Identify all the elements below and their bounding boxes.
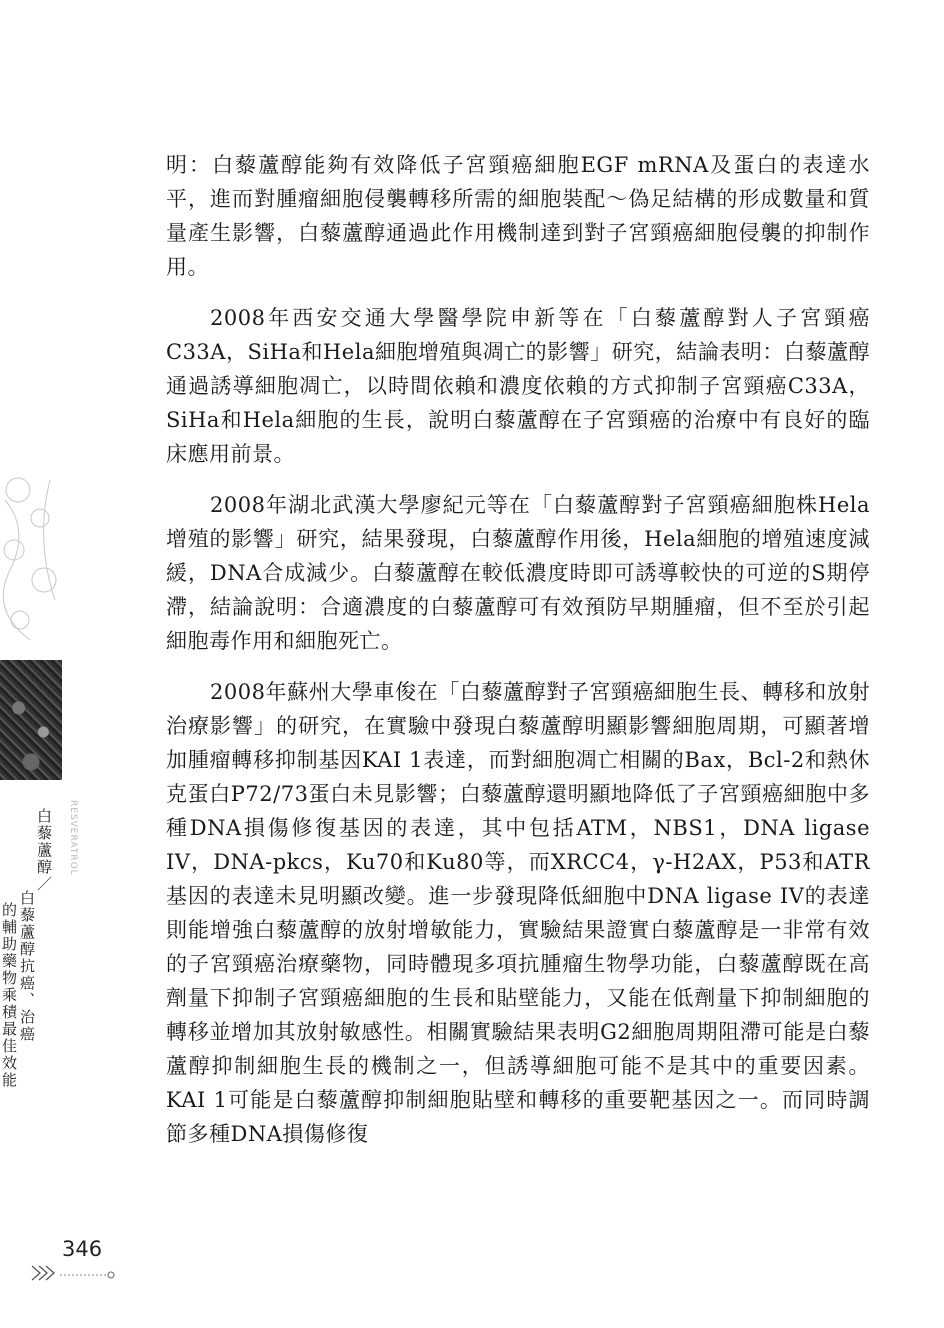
paragraph: 2008年蘇州大學車俊在「白藜蘆醇對子宮頸癌細胞生長、轉移和放射治療影響」的研究，在實驗中發現白藜蘆醇明顯影響細胞周期，可顯著增加腫瘤轉移抑制基因KAI 1表達，而對細胞凋亡相關的Bax，Bcl-2和熱休克蛋白P72/73蛋白未見影響；白藜蘆醇還明顯地降低了子宮頸癌細胞中多種DNA損傷修復基因的表達，其中包括ATM，NBS1，DNA ligase IV，DNA-pkcs，Ku70和Ku80等，而XRCC4，γ-H2AX，P53和ATR基因的表達未見明顯改變。進一步發現降低細胞中DNA ligase IV的表達則能增強白藜蘆醇的放射增敏能力，實驗結果證實白藜蘆醇是一非常有效的子宮頸癌治療藥物，同時體現多項抗腫瘤生物學功能，白藜蘆醇既在高劑量下抑制子宮頸癌細胞的生長和貼壁能力，又能在低劑量下抑制細胞的轉移並增加其放射敏感性。相關實驗結果表明G2細胞周期阻滯可能是白藜蘆醇抑制細胞生長的機制之一，但誘導細胞可能不是其中的重要因素。KAI 1可能是白藜蘆醇抑制細胞貼壁和轉移的重要靶基因之一。而同時調節多種DNA損傷修復 bbox=[166, 680, 870, 1146]
side-title-col2: 白藜蘆醇抗癌、治癌 bbox=[18, 890, 36, 1043]
side-photo bbox=[0, 660, 62, 780]
footer-arrow-decoration bbox=[30, 1262, 120, 1284]
body-text bbox=[166, 148, 870, 1168]
side-title-col3: 的輔助藥物乘積最佳效能 bbox=[0, 902, 18, 1089]
paragraph: 2008年湖北武漢大學廖紀元等在「白藜蘆醇對子宮頸癌細胞株Hela增殖的影響」研究，結果發現，白藜蘆醇作用後，Hela細胞的增殖速度減緩，DNA合成減少。白藜蘆醇在較低濃度時即可誘導較快的可逆的S期停滯，結論說明：合適濃度的白藜蘆醇可有效預防早期腫瘤，但不至於引起細胞毒作用和細胞死亡。 bbox=[166, 493, 870, 653]
side-title-col1: 白藜蘆醇／ bbox=[35, 808, 53, 893]
paragraph: 明：白藜蘆醇能夠有效降低子宮頸癌細胞EGF mRNA及蛋白的表達水平，進而對腫瘤細胞侵襲轉移所需的細胞裝配～偽足結構的形成數量和質量產生影響，白藜蘆醇通過此作用機制達到對子宮頸癌細胞侵襲的抑制作用。 bbox=[166, 153, 870, 279]
paragraph: 2008年西安交通大學醫學院申新等在「白藜蘆醇對人子宮頸癌C33A，SiHa和Hela細胞增殖與凋亡的影響」研究，結論表明：白藜蘆醇通過誘導細胞凋亡，以時間依賴和濃度依賴的方式抑制子宮頸癌C33A，SiHa和Hela細胞的生長，說明白藜蘆醇在子宮頸癌的治療中有良好的臨床應用前景。 bbox=[166, 306, 870, 466]
page-number: 346 bbox=[62, 1237, 103, 1261]
side-faint-text: RESVERATROL bbox=[68, 800, 78, 876]
floral-decoration bbox=[0, 470, 62, 660]
